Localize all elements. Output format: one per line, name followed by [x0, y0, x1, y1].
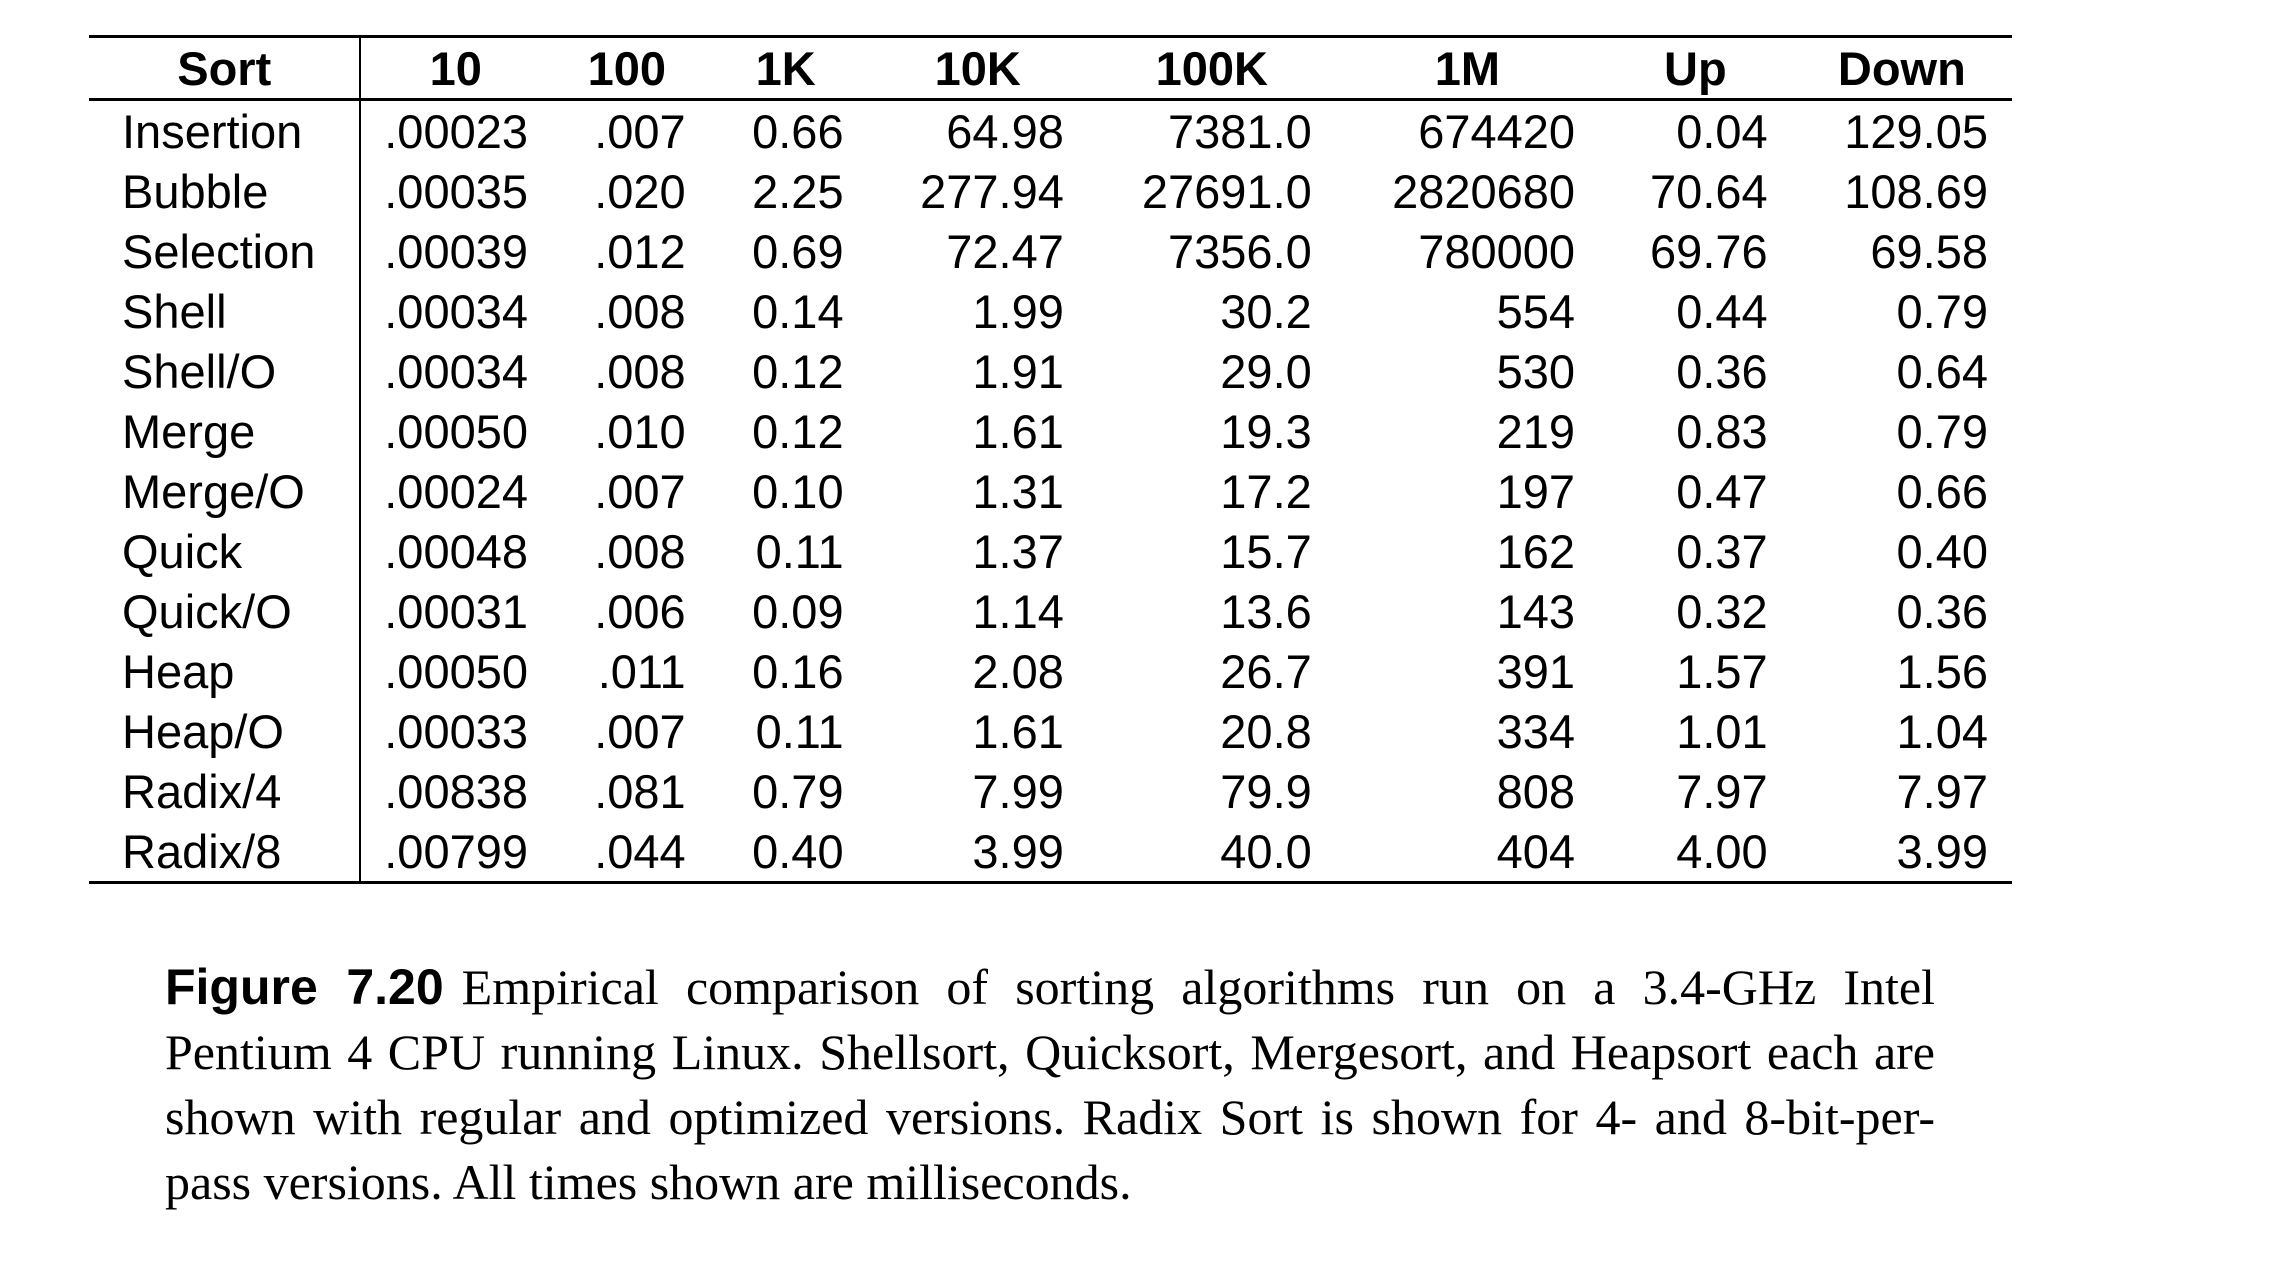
timing-cell: .008 [594, 344, 686, 398]
timing-cell: 0.66 [752, 104, 844, 158]
timing-cell: .010 [594, 404, 686, 458]
figure-caption-text: Empirical comparison of sorting algorithms run on a 3.4-GHz Intel Pentium 4 CPU running Linux. Shellsort, Quicksort, Mergesort, and Heapsort each are shown with regular and optimized versions. Radix Sort is shown for 4- and 8-bit-per-pass versions. All times shown are milliseconds. [165, 959, 1935, 1210]
table-row [89, 821, 2012, 883]
sort-timing-table-container [89, 35, 2012, 884]
timing-cell: .007 [594, 464, 686, 518]
timing-cell: .008 [594, 524, 686, 578]
table-row [89, 100, 2012, 162]
timing-cell: 1.04 [1896, 704, 1988, 758]
timing-cell: 20.8 [1220, 704, 1312, 758]
timing-cell: .007 [594, 104, 686, 158]
timing-cell: .00838 [384, 764, 529, 818]
timing-cell: 2820680 [1392, 164, 1576, 218]
timing-cell: 219 [1496, 404, 1576, 458]
timing-cell: 0.79 [752, 764, 844, 818]
timing-cell: 1.61 [972, 404, 1064, 458]
timing-cell: 1.31 [972, 464, 1064, 518]
table-row [89, 521, 2012, 581]
timing-cell: .012 [594, 224, 686, 278]
timing-cell: 108.69 [1844, 164, 1988, 218]
timing-cell: 2.08 [972, 644, 1064, 698]
timing-cell: 3.99 [972, 824, 1064, 878]
table-row [89, 221, 2012, 281]
timing-cell: 13.6 [1220, 584, 1312, 638]
timing-cell: 0.83 [1676, 404, 1768, 458]
algorithm-name-cell: Heap/O [89, 701, 360, 761]
timing-cell: 129.05 [1844, 104, 1988, 158]
table-row [89, 701, 2012, 761]
timing-cell: 0.11 [755, 704, 844, 758]
timing-cell: 19.3 [1220, 404, 1312, 458]
column-header-1k: 1K [755, 41, 816, 95]
timing-cell: 1.56 [1896, 644, 1988, 698]
timing-cell: 0.79 [1896, 404, 1988, 458]
timing-cell: 7381.0 [1168, 104, 1312, 158]
timing-cell: .00033 [384, 704, 529, 758]
timing-cell: 26.7 [1220, 644, 1312, 698]
timing-cell: 277.94 [920, 164, 1064, 218]
algorithm-name-cell: Merge [89, 401, 360, 461]
table-header-row [89, 37, 2012, 100]
timing-cell: .00039 [384, 224, 529, 278]
timing-cell: .011 [597, 644, 686, 698]
timing-cell: 4.00 [1676, 824, 1768, 878]
column-header-1m: 1M [1434, 41, 1501, 95]
timing-cell: 69.76 [1650, 224, 1768, 278]
sort-timing-table [89, 35, 2012, 884]
algorithm-name-cell: Radix/8 [89, 821, 360, 883]
timing-cell: 0.12 [752, 344, 844, 398]
algorithm-name-cell: Radix/4 [89, 761, 360, 821]
timing-cell: .00031 [384, 584, 529, 638]
algorithm-name-cell: Shell [89, 281, 360, 341]
algorithm-name-cell: Shell/O [89, 341, 360, 401]
timing-cell: .008 [594, 284, 686, 338]
timing-cell: 530 [1496, 344, 1576, 398]
timing-cell: .00024 [384, 464, 529, 518]
timing-cell: 7.99 [972, 764, 1064, 818]
timing-cell: 0.11 [755, 524, 844, 578]
table-row [89, 761, 2012, 821]
timing-cell: .007 [594, 704, 686, 758]
timing-cell: 808 [1496, 764, 1576, 818]
column-header-10: 10 [429, 41, 482, 95]
timing-cell: .00034 [384, 344, 529, 398]
algorithm-name-cell: Selection [89, 221, 360, 281]
timing-cell: 197 [1496, 464, 1576, 518]
timing-cell: 15.7 [1220, 524, 1312, 578]
column-header-down: Down [1837, 41, 1966, 95]
algorithm-name-cell: Merge/O [89, 461, 360, 521]
table-row [89, 341, 2012, 401]
timing-cell: 0.10 [752, 464, 844, 518]
timing-cell: 674420 [1418, 104, 1576, 158]
timing-cell: 0.12 [752, 404, 844, 458]
timing-cell: .00023 [384, 104, 529, 158]
timing-cell: .020 [594, 164, 686, 218]
timing-cell: 1.99 [972, 284, 1064, 338]
timing-cell: 334 [1496, 704, 1576, 758]
timing-cell: 69.58 [1870, 224, 1988, 278]
timing-cell: .081 [594, 764, 686, 818]
table-row [89, 281, 2012, 341]
timing-cell: .00048 [384, 524, 529, 578]
timing-cell: 0.69 [752, 224, 844, 278]
algorithm-name-cell: Bubble [89, 161, 360, 221]
timing-cell: 0.14 [752, 284, 844, 338]
algorithm-name-cell: Quick/O [89, 581, 360, 641]
timing-cell: 29.0 [1220, 344, 1312, 398]
timing-cell: 162 [1496, 524, 1576, 578]
column-header-100k: 100K [1155, 41, 1268, 95]
timing-cell: 554 [1496, 284, 1576, 338]
timing-cell: .00050 [384, 644, 529, 698]
timing-cell: 0.16 [752, 644, 844, 698]
timing-cell: 1.14 [972, 584, 1064, 638]
timing-cell: .044 [594, 824, 686, 878]
timing-cell: 0.09 [752, 584, 844, 638]
table-row [89, 401, 2012, 461]
timing-cell: .00799 [384, 824, 529, 878]
table-row [89, 161, 2012, 221]
timing-cell: 64.98 [946, 104, 1064, 158]
algorithm-name-cell: Insertion [89, 100, 360, 162]
timing-cell: 1.91 [972, 344, 1064, 398]
timing-cell: 143 [1496, 584, 1576, 638]
table-row [89, 461, 2012, 521]
timing-cell: .00034 [384, 284, 529, 338]
timing-cell: 0.40 [752, 824, 844, 878]
timing-cell: 1.01 [1676, 704, 1768, 758]
timing-cell: 2.25 [752, 164, 844, 218]
timing-cell: 391 [1496, 644, 1576, 698]
table-row [89, 641, 2012, 701]
timing-cell: .00050 [384, 404, 529, 458]
timing-cell: 0.36 [1676, 344, 1768, 398]
timing-cell: 70.64 [1650, 164, 1768, 218]
timing-cell: 7.97 [1676, 764, 1768, 818]
column-header-100: 100 [587, 41, 667, 95]
figure-label: Figure 7.20 [165, 959, 444, 1015]
timing-cell: 30.2 [1220, 284, 1312, 338]
timing-cell: .006 [594, 584, 686, 638]
algorithm-name-cell: Heap [89, 641, 360, 701]
column-header-10k: 10K [934, 41, 1021, 95]
timing-cell: 0.40 [1896, 524, 1988, 578]
timing-cell: 0.79 [1896, 284, 1988, 338]
timing-cell: 0.37 [1676, 524, 1768, 578]
timing-cell: 0.04 [1676, 104, 1768, 158]
timing-cell: 0.47 [1676, 464, 1768, 518]
timing-cell: 17.2 [1220, 464, 1312, 518]
timing-cell: 27691.0 [1141, 164, 1312, 218]
timing-cell: 0.36 [1896, 584, 1988, 638]
column-header-up: Up [1664, 41, 1727, 95]
timing-cell: .00035 [384, 164, 529, 218]
timing-cell: 780000 [1418, 224, 1576, 278]
timing-cell: 0.64 [1896, 344, 1988, 398]
timing-cell: 72.47 [946, 224, 1064, 278]
timing-cell: 0.66 [1896, 464, 1988, 518]
timing-cell: 79.9 [1220, 764, 1312, 818]
timing-cell: 404 [1496, 824, 1576, 878]
timing-cell: 1.37 [972, 524, 1064, 578]
timing-cell: 40.0 [1220, 824, 1312, 878]
figure-caption [165, 955, 1935, 1215]
timing-cell: 7356.0 [1168, 224, 1312, 278]
timing-cell: 0.44 [1676, 284, 1768, 338]
table-body [89, 100, 2012, 883]
table-row [89, 581, 2012, 641]
timing-cell: 7.97 [1896, 764, 1988, 818]
timing-cell: 0.32 [1676, 584, 1768, 638]
algorithm-name-cell: Quick [89, 521, 360, 581]
column-header-sort: Sort [89, 37, 360, 100]
timing-cell: 3.99 [1896, 824, 1988, 878]
timing-cell: 1.57 [1676, 644, 1768, 698]
timing-cell: 1.61 [972, 704, 1064, 758]
